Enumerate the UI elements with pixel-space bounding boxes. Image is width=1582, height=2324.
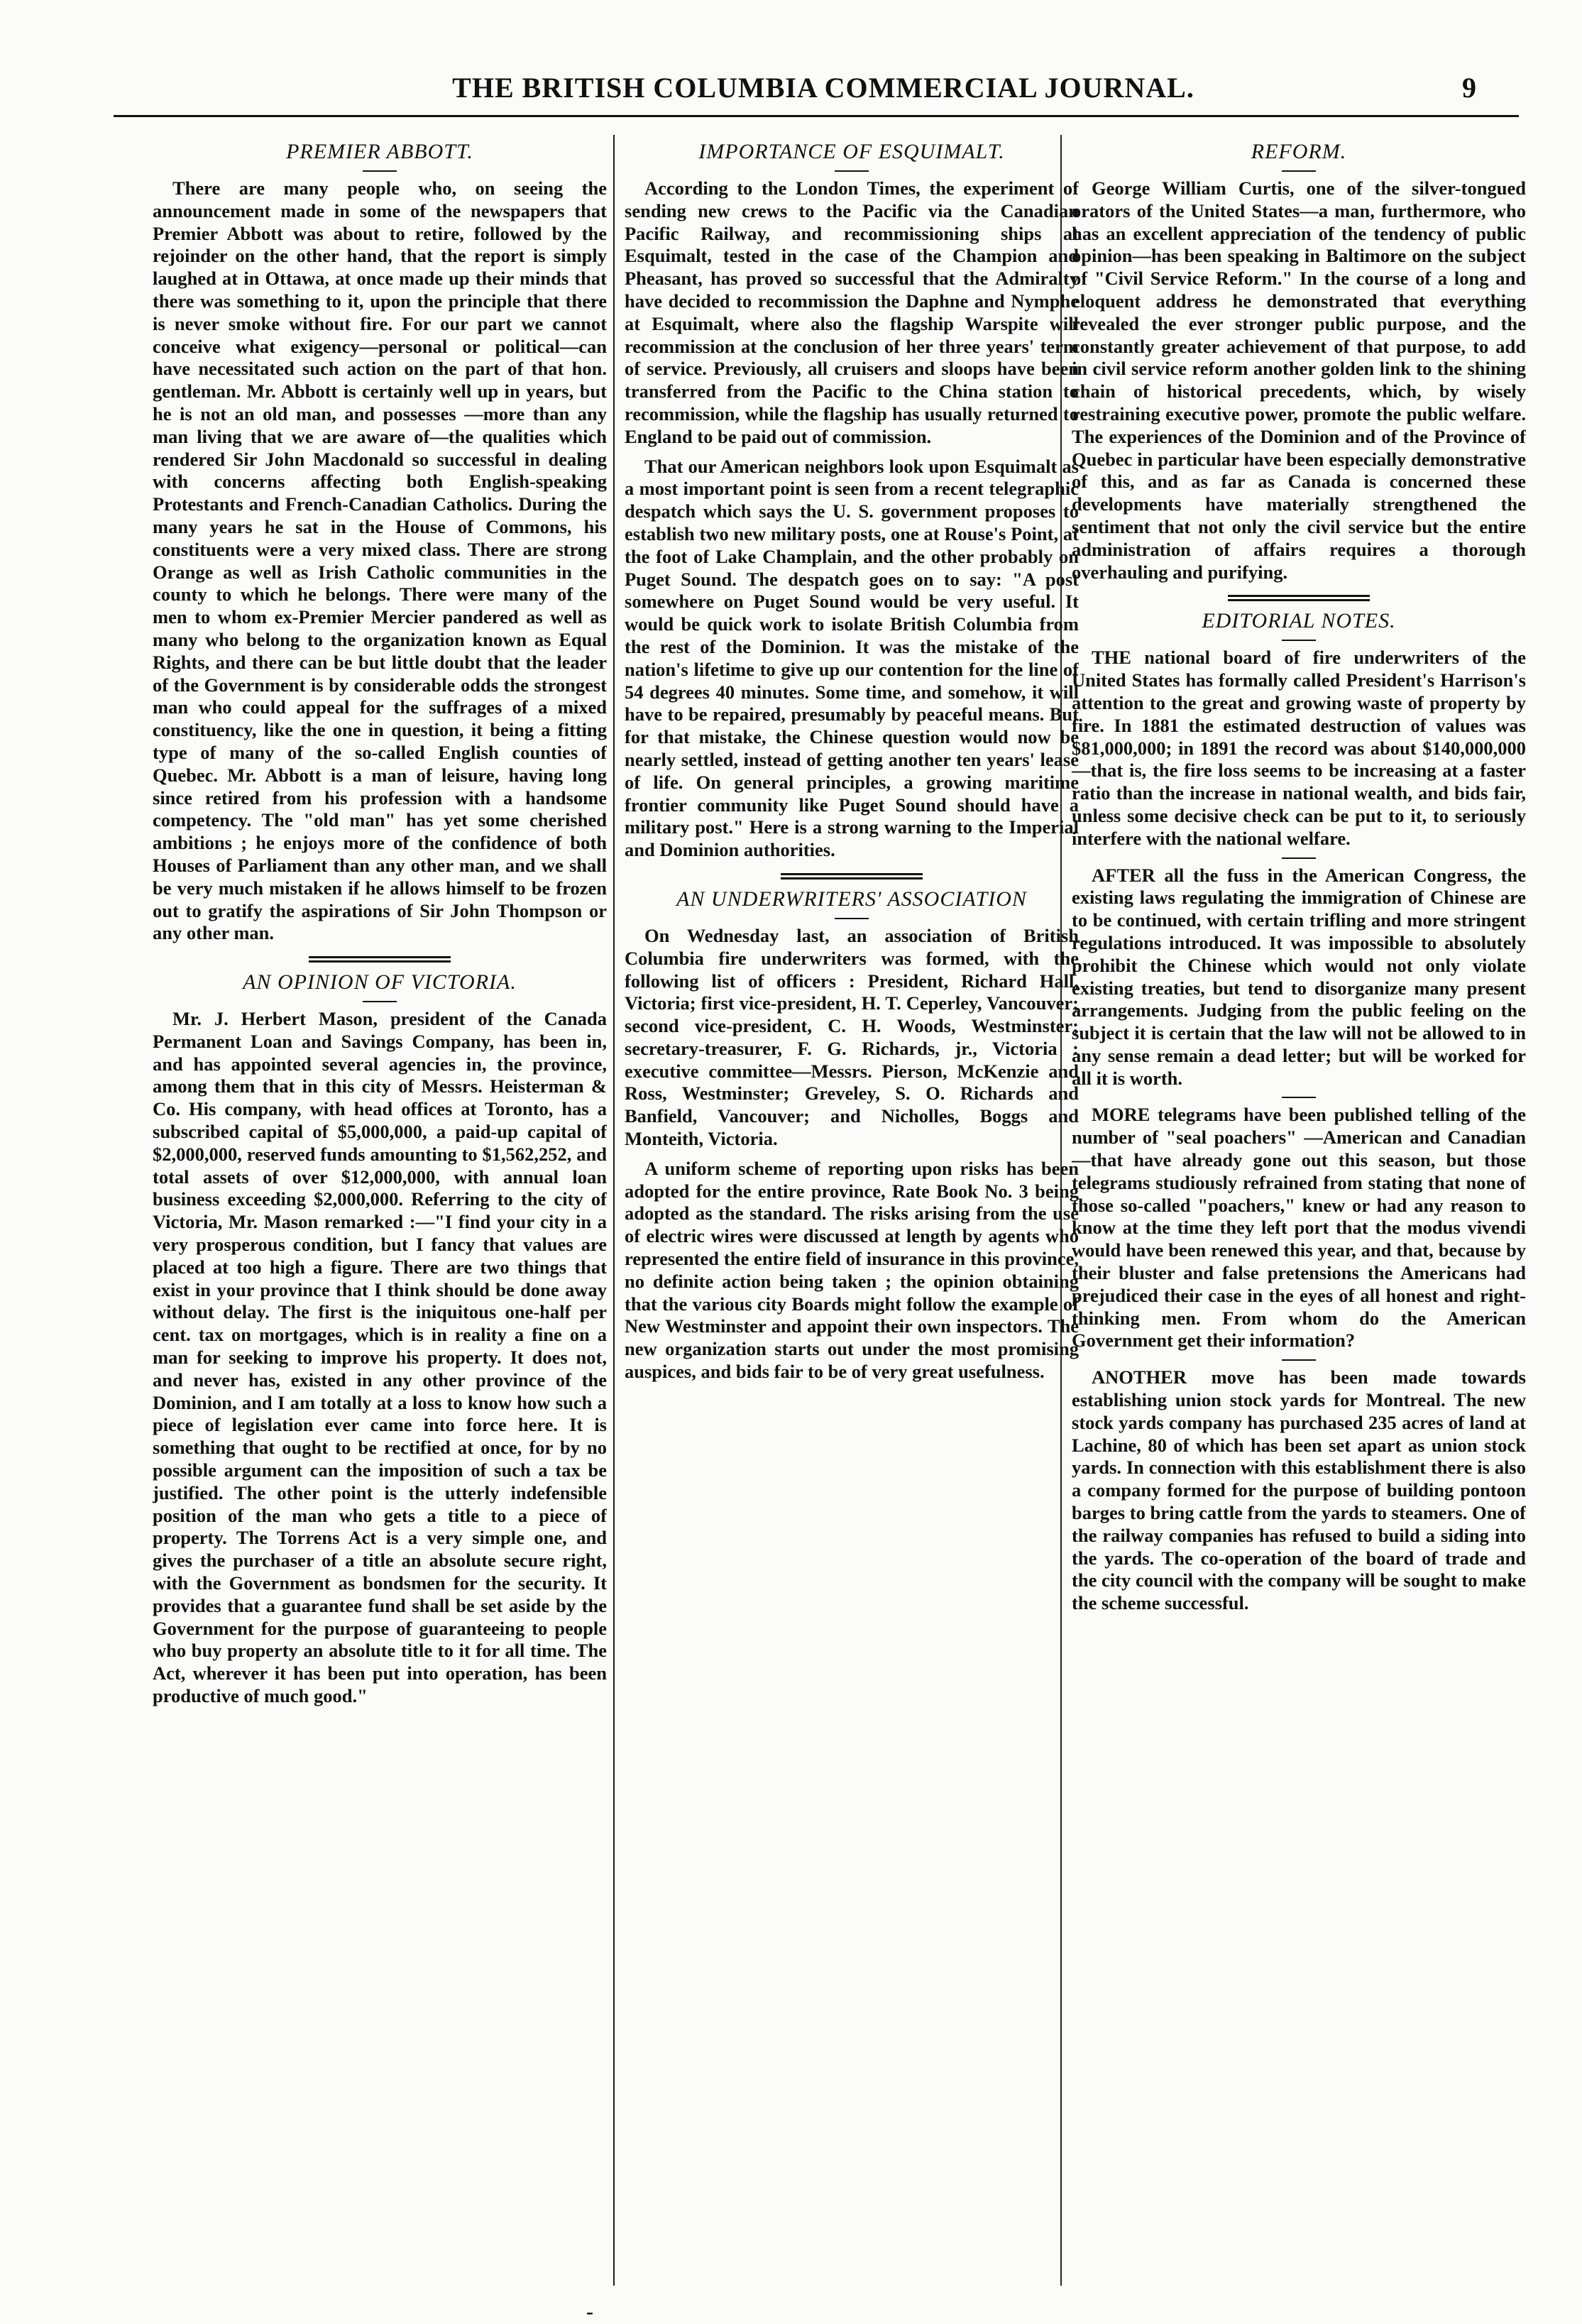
editorial-note: ANOTHER move has been made towards establishing union stock yards for Montreal. The new stock yards company has purchased 235 acres of land at Lachine, 80 of which has been set apart as union stock yards. In connection with this establishment there is also a company formed for the purpose of building pontoon barges to bring cattle from the yards to steamers. One of the railway companies has refused to build a siding into the yards. The co-operation of the board of trade and the city council with the company will be sought to make the scheme successful. [1072,1366,1526,1614]
note-separator [1282,857,1316,859]
article-esquimalt [625,139,1079,862]
article-editorial-notes [1072,608,1526,1615]
article-premier-abbott [153,139,607,945]
headline-rule [363,1001,397,1002]
column-divider [613,135,615,2286]
editorial-note: MORE telegrams have been published telling of the number of "seal poachers" —American and Canadian—that have already gone out this season, but those telegrams studiously refrained from stating that none of those so-called "poachers," knew or had any reason to know at the time they left port that the modus vivendi would have been renewed this year, and that, because by their bluster and false pretensions the Americans had prejudiced their case in the eyes of all honest and right-thinking men. From whom do the American Government get their information? [1072,1104,1526,1352]
article-headline: IMPORTANCE OF ESQUIMALT. [698,140,1005,163]
headline-rule [363,170,397,172]
article-reform [1072,139,1526,583]
column-3 [1072,135,1526,2300]
article-paragraph: There are many people who, on seeing the announcement made in some of the newspapers that Premier Abbott was about to retire, followed by the rejoinder on the other hand, that the report is simply laughed at in Ottawa, at once made up their minds that there was something to it, upon the principle that there is never smoke without fire. For our part we cannot conceive what exigency—personal or political—can have necessitated such action on the part of that hon. gentleman. Mr. Abbott is certainly well up in years, but he is not an old man, and possesses —more than any man living that we are aware of—the qualities which rendered Sir John Macdonald so successful in dealing with concerns affecting both English-speaking Protestants and French-Canadian Catholics. During the many years he sat in the House of Commons, his constituents were a very mixed class. There are strong Orange as well as Irish Catholic communities in the county to which he belongs. There were many of the men to whom ex-Premier Mercier pandered as well as many who belong to the organization known as Equal Rights, and there can be but little doubt that the leader of the Government is by considerable odds the strongest man who could appeal for the suffrages of a mixed constituency, like the one in question, it being a fitting type of many of the so-called English counties of Quebec. Mr. Abbott is a man of leisure, having long since retired from his profession with a handsome competency. The "old man" has yet some cherished ambitions ; he enjoys more of the confidence of both Houses of Parliament than any other man, and we shall be very much mistaken if he allows himself to be frozen out to gratify the aspirations of Sir John Thompson or any other man. [153,177,607,944]
article-paragraph: On Wednesday last, an association of British Columbia fire underwriters was formed, with the following list of officers : President, Richard Hall, Victoria; first vice-president, H. T. Ceperley, Vancouver; second vice-president, C. H. Woods, Westminster; secretary-treasurer, F. G. Richards, jr., Victoria : executive committee—Messrs. Pierson, McKenzie and Ross, Westminster; Greveley, S. O. Richards and Banfield, Vancouver; and Nicholles, Boggs and Monteith, Victoria. [625,924,1079,1150]
running-title: THE BRITISH COLUMBIA COMMERCIAL JOURNAL. [452,72,1194,104]
article-headline: AN UNDERWRITERS' ASSOCIATION [676,887,1027,911]
note-separator [1282,1097,1316,1098]
editorial-note: THE national board of fire underwriters of the United States has formally called President's Harrison's attention to the great and growing waste of property by fire. In 1881 the estimated destruction of values was $81,000,000; in 1891 the record was about $140,000,000—that is, the fire loss seems to be increasing at a faster ratio than the increase in national wealth, and bids fair, unless some decisive check can be put to it, to seriously interfere with the national welfare. [1072,647,1526,849]
article-paragraph: A uniform scheme of reporting upon risks has been adopted for the entire province, Rate Book No. 3 being adopted as the standard. The risks arising from the use of electric wires were discussed at length by agents who represented the entire field of insurance in this province, no definite action being taken ; the opinion obtaining that the various city Boards might follow the example of New Westminster and appoint their own inspectors. The new organization starts out under the most promising auspices, and bids fair to be of very great usefulness. [625,1157,1079,1383]
article-headline: AN OPINION OF VICTORIA. [243,970,517,994]
article-separator [309,956,451,963]
article-separator [781,873,923,879]
article-headline: PREMIER ABBOTT. [286,140,473,163]
page-header [0,0,1582,106]
editorial-note: AFTER all the fuss in the American Congress, the existing laws regulating the immigration of Chinese are to be continued, with certain trifling and more stringent regulations introduced. It was impossible to absolutely prohibit the Chinese which would not only violate existing treaties, but tend to disorganize many present arrangements. Judging from the public feeling on the subject it is certain that the law will not be allowed to in any sense remain a dead letter; but will be worked for all it is worth. [1072,864,1526,1089]
article-headline: EDITORIAL NOTES. [1202,609,1396,633]
article-opinion-victoria [153,970,607,1708]
article-paragraph: That our American neighbors look upon Esquimalt as a most important point is seen from a recent telegraphic despatch which says the U. S. government proposes to establish two new military posts, one at Rouse's Point, at the foot of Lake Champlain, and the other probably on Puget Sound. The despatch goes on to say: "A post somewhere on Puget Sound would be very useful. It would be quick work to isolate British Columbia from the rest of the Dominion. It was the mistake of the nation's lifetime to give up our contention for the line of 54 degrees 40 minutes. Some time, and somehow, it will have to be repaired, presumably by peaceful means. But for that mistake, the Chinese question would now be nearly settled, instead of getting another ten years' lease of life. On general principles, a growing maritime frontier community like Puget Sound should have a military post." Here is a strong warning to the Imperial and Dominion authorities. [625,455,1079,861]
column-2 [625,135,1079,2300]
column-1 [153,135,607,2300]
article-paragraph: According to the London Times, the experiment of sending new crews to the Pacific via the Canadian Pacific Railway, and recommissioning ships at Esquimalt, tested in the case of the Champion and Pheasant, has proved so successful that the Admiralty have decided to recommission the Daphne and Nymphe at Esquimalt, where also the flagship Warspite will recommission at the conclusion of her three years' term of service. Previously, all cruisers and sloops have been transferred from the Pacific to the China station to recommission, while the flagship has usually returned to England to be paid out of commission. [625,177,1079,447]
article-separator [1228,595,1370,601]
header-rule [114,115,1519,117]
headline-rule [835,170,869,172]
headline-rule [1282,170,1316,172]
article-headline: REFORM. [1251,140,1347,163]
article-paragraph: George William Curtis, one of the silver-tongued orators of the United States—a man, furthermore, who has an excellent appreciation of the tendency of public opinion—has been speaking in Baltimore on the subject of "Civil Service Reform." In the course of a long and eloquent address he demonstrated that everything revealed the ever stronger public purpose, and the constantly greater achievement of that purpose, to add in civil service reform another golden link to the shining chain of historical precedents, which, by wisely restraining executive power, promote the public welfare. The experiences of the Dominion and of the Province of Quebec in particular have been especially demonstrative of this, and as far as Canada is concerned these developments have materially strengthened the sentiment that not only the civil service but the entire administration of affairs requires a thorough overhauling and purifying. [1072,177,1526,583]
headline-rule [1282,640,1316,641]
headline-rule [835,918,869,919]
article-paragraph: Mr. J. Herbert Mason, president of the Canada Permanent Loan and Savings Company, has been in, and has appointed several agencies in, the province, among them that in this city of Messrs. Heisterman & Co. His company, with head offices at Toronto, has a subscribed capital of $5,000,000, a paid-up capital of $2,000,000, reserved funds amounting to $1,562,252, and total assets of over $12,000,000, with annual loan business exceeding $2,000,000. Referring to the city of Victoria, Mr. Mason remarked :—"I find your city in a very prosperous condition, but I fancy that values are placed at too high a figure. There are two things that exist in your province that I think should be done away without delay. The first is the iniquitous one-half per cent. tax on mortgages, which is in reality a fine on a man for seeking to improve his property. It does not, and never has, existed in any other province of the Dominion, and I am totally at a loss to know how such a piece of legislation ever came into force here. It is something that ought to be rectified at once, for by no possible argument can the imposition of such a tax be justified. The other point is the utterly indefensible position of the man who gets a title to a piece of property. The Torrens Act is a very simple one, and gives the purchaser of a title an absolute secure right, with the Government as bondsmen for the security. It provides that a guarantee fund shall be set aside by the Government for the purpose of guaranteeing to people who buy property an absolute title to it for all time. The Act, wherever it has been put into operation, has been productive of much good." [153,1008,607,1706]
bottom-mark: - [586,2300,593,2323]
note-separator [1282,1359,1316,1361]
page-number: 9 [1462,72,1476,104]
article-underwriters [625,887,1079,1383]
